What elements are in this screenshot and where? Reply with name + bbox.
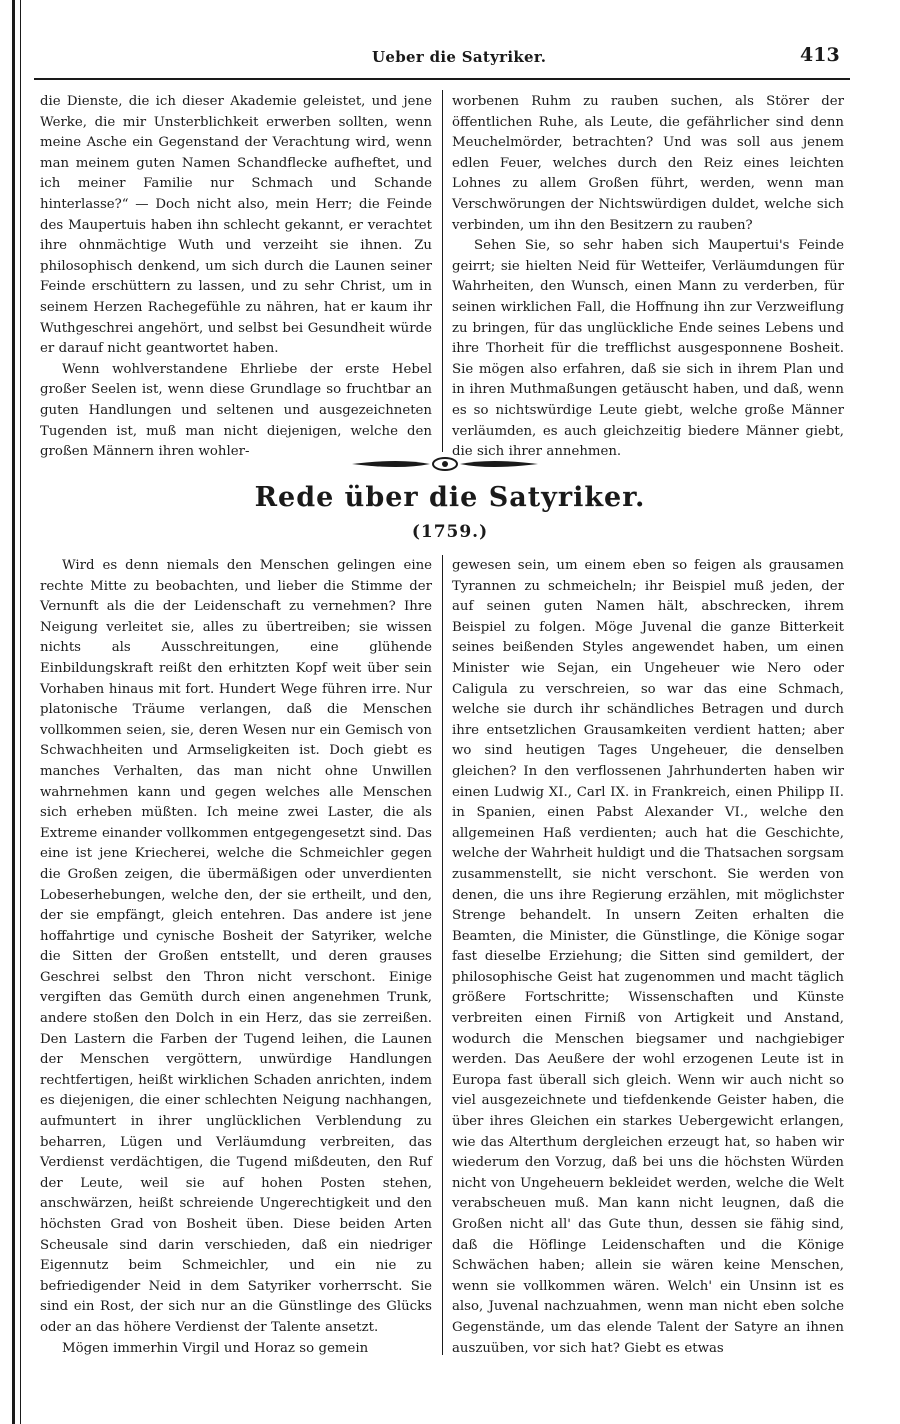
paragraph: Mögen immerhin Virgil und Horaz so gemein	[62, 1340, 369, 1356]
bottom-right-column	[452, 556, 844, 1359]
bottom-left-column	[40, 556, 432, 1359]
paragraph: worbenen Ruhm zu rauben suchen, als Störer der öffentlichen Ruhe, als Leute, die gefährlicher sind denn Meuchelmörder, betrachten? Und was soll aus jenem edlen Feuer, welches durch den Reiz eines leichten Lohnes zu allem Großen führt, werden, wenn man Verschwörungen der Nichtswürdigen duldet, welche sich verbinden, um ihn den Besitzern zu rauben?	[452, 94, 844, 233]
paragraph: Sehen Sie, so sehr haben sich Maupertui's Feinde geirrt; sie hielten Neid für Wetteifer, Verläumdungen für Wahrheiten, den Wunsch, einen Mann zu verderben, für seinen wirklichen Fall, die Hoffnung ihn zur Verzweiflung zu bringen, für das unglückliche Ende seines Lebens und ihre Thorheit für die trefflichst ausgesponnene Bosheit. Sie mögen also erfahren, daß sie sich in ihrem Plan und in ihren Muthmaßungen getäuscht haben, und daß, wenn es so nichtswürdige Leute giebt, welche große Männer verläumden, es auch gleichzeitig biedere Männer giebt, die sich ihrer annehmen.	[452, 238, 844, 460]
top-left-column	[40, 92, 432, 463]
paragraph: Wird es denn niemals den Menschen gelingen eine rechte Mitte zu beobachten, und lieber die Stimme der Vernunft als die der Leidenschaft zu vernehmen? Ihre Neigung verleitet sie, alles zu übertreiben; sie wissen nichts als Ausschreitungen, eine glühende Einbildungskraft reißt den erhitzten Kopf weit über sein Vorhaben hinaus mit fort. Hundert Wege führen irre. Nur platonische Träume verlangen, daß die Menschen vollkommen seien, sie, deren Wesen nur ein Gemisch von Schwachheiten und Armseligkeiten ist. Doch giebt es manches Verhalten, das man nicht ohne Unwillen wahrnehmen kann und gegen welches alle Menschen sich erheben müßten. Ich meine zwei Laster, die als Extreme einander vollkommen entgegengesetzt sind. Das eine ist jene Kriecherei, welche die Schmeichler gegen die Großen zeigen, die übermäßigen oder unverdienten Lobeserhebungen, welche den, der sie ertheilt, und den, der sie empfängt, gleich entehren. Das andere ist jene hoffahrtige und cynische Bosheit der Satyriker, welche die Sitten der Großen entstellt, und deren grauses Geschrei selbst den Thron nicht verschont. Einige vergiften das Gemüth durch einen angenehmen Trunk, andere stoßen den Dolch in ein Herz, das sie zerreißen. Den Lastern die Farben der Tugend leihen, die Launen der Menschen vergöttern, unwürdige Handlungen rechtfertigen, heißt wirklichen Schaden anrichten, indem es diejenigen, die einer schlechten Neigung nachhangen, aufmuntert in ihrer unglücklichen Verblendung zu beharren, Lügen und Verläumdung verbreiten, das Verdienst verdächtigen, die Tugend mißdeuten, den Ruf der Leute, weil sie auf hohen Posten stehen, anschwärzen, heißt schreiende Ungerechtigkeit und den höchsten Grad von Bosheit üben. Diese beiden Arten Scheusale sind darin verschieden, daß ein niedriger Eigennutz beim Schmeichler, und ein nie zu befriedigender Neid in dem Satyriker vorherrscht. Sie sind ein Rost, der sich nur an die Günstlinge des Glücks oder an das höhere Verdienst der Talente ansetzt.	[40, 558, 432, 1335]
gutter-rule	[12, 0, 15, 1424]
running-title: Ueber die Satyriker.	[372, 48, 547, 66]
section-title: Rede über die Satyriker.	[254, 482, 646, 513]
section-year: (1759.)	[411, 522, 489, 542]
paragraph: gewesen sein, um einem eben so feigen als grausamen Tyrannen zu schmeicheln; ihr Beispiel muß jeden, der auf seinen guten Namen hält, abschrecken, ihrem Beispiel zu folgen. Möge Juvenal die ganze Bitterkeit seines beißenden Styles angewendet haben, um einen Minister wie Sejan, ein Ungeheuer wie Nero oder Caligula zu verschreien, so war das eine Schmach, welche sie durch ihr schändliches Betragen und durch ihre entsetzlichen Grausamkeiten verdient hatten; aber wo sind heutigen Tages Ungeheuer, die denselben gleichen? In den verflossenen Jahrhunderten haben wir einen Ludwig XI., Carl IX. in Frankreich, einen Philipp II. in Spanien, einen Pabst Alexander VI., welche den allgemeinen Haß verdienten; auch hat die Geschichte, welche der Wahrheit huldigt und die Thatsachen sorgsam zusammenstellt, sie nicht verschont. Sie werden von denen, die uns ihre Regierung erzählen, mit möglichster Strenge behandelt. In unsern Zeiten erhalten die Beamten, die Minister, die Günstlinge, die Könige sogar fast dieselbe Erziehung; die Sitten sind gemildert, der philosophische Geist hat zugenommen und macht täglich größere Fortschritte; Wissenschaften und Künste verbreiten einen Firniß von Artigkeit und Anstand, wodurch die Menschen biegsamer und nachgiebiger werden. Das Aeußere der wohl erzogenen Leute ist in Europa fast überall sich gleich. Wenn wir auch nicht so viel ausgezeichnete und tiefdenkende Geister haben, die über ihres Gleichen ein starkes Uebergewicht erlangen, wie das Alterthum dergleichen erzeugt hat, so haben wir wiederum den Vorzug, daß bei uns die höchsten Würden nicht von Ungeheuern bekleidet werden, welche die Welt verabscheuen muß. Man kann nicht leugnen, daß die Großen nicht all' das Gute thun, dessen sie fähig sind, daß die Höflinge Leidenschaften und die Könige Schwächen haben; allein sie wären keine Menschen, wenn sie vollkommen wären. Welch' ein Unsinn ist es also, Juvenal nachzuahmen, wenn man nicht eben solche Gegenstände, um das elende Talent der Satyre an ihnen auszuüben, vor sich hat? Giebt es etwas	[452, 558, 844, 1356]
paragraph: Wenn wohlverstandene Ehrliebe der erste Hebel großer Seelen ist, wenn diese Grundlage so fruchtbar an guten Handlungen und seltenen und ausgezeichneten Tugenden ist, muß man nicht diejenigen, welche den großen Männern ihren wohler-	[40, 361, 432, 460]
column-divider-bottom	[442, 555, 443, 1355]
column-divider-top	[442, 90, 443, 452]
paragraph: die Dienste, die ich dieser Akademie geleistet, und jene Werke, die mir Unsterblichkeit erwerben sollten, wenn meine Asche ein Gegenstand der Verachtung wird, wenn man meinem guten Namen Schandflecke aufheftet, und ich meiner Familie nur Schmach und Schande hinterlasse?“ — Doch nicht also, mein Herr; die Feinde des Maupertuis haben ihn schlecht gekannt, er verachtet ihre ohnmächtige Wuth und verzeiht sie ihnen. Zu philosophisch denkend, um sich durch die Launen seiner Feinde erschüttern zu lassen, und zu sehr Christ, um in seinem Herzen Rachegefühle zu nähren, hat er kaum ihr Wuthgeschrei angehört, und selbst bei Gesundheit würde er darauf nicht geantwortet haben.	[40, 94, 432, 357]
gutter-rule-thin	[20, 0, 21, 1424]
ornamental-rule	[350, 454, 540, 474]
header-rule	[34, 78, 850, 80]
top-right-column	[452, 92, 844, 463]
page-number: 413	[800, 44, 840, 66]
